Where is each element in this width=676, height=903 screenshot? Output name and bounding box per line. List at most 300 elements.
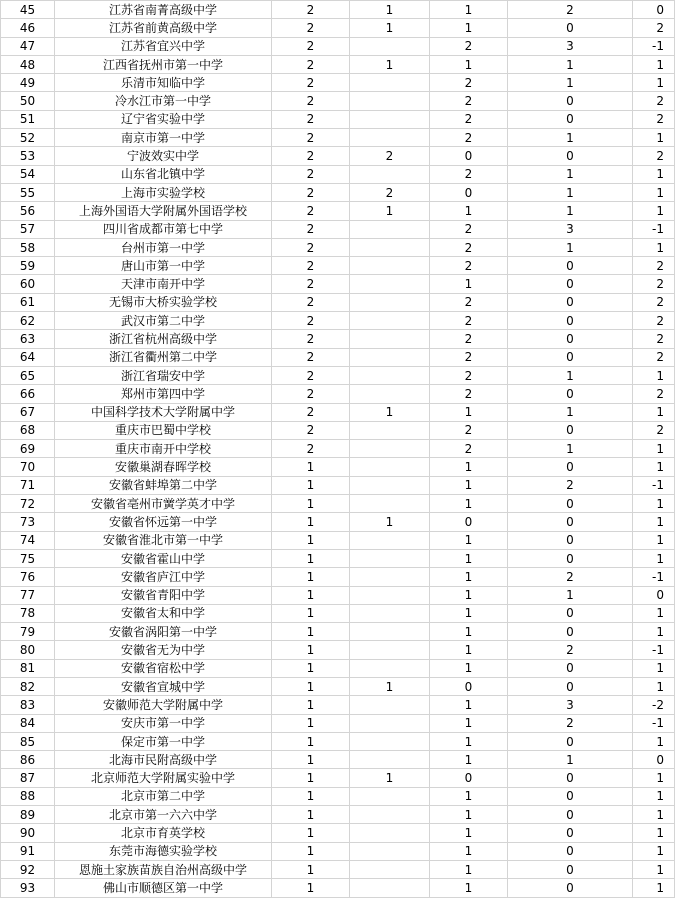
cell-value-4[interactable]: 0	[508, 495, 633, 513]
cell-value-2[interactable]	[350, 458, 430, 476]
cell-value-1[interactable]: 2	[272, 202, 350, 220]
cell-school-name[interactable]: 安徽省涡阳第一中学	[55, 623, 272, 641]
cell-value-1[interactable]: 2	[272, 55, 350, 73]
cell-value-4[interactable]: 0	[508, 348, 633, 366]
cell-school-name[interactable]: 安徽师范大学附属中学	[55, 696, 272, 714]
cell-value-2[interactable]: 1	[350, 55, 430, 73]
cell-value-4[interactable]: 3	[508, 37, 633, 55]
cell-value-1[interactable]: 1	[272, 806, 350, 824]
cell-value-4[interactable]: 0	[508, 531, 633, 549]
cell-school-name[interactable]: 安徽巢湖春晖学校	[55, 458, 272, 476]
cell-value-4[interactable]: 1	[508, 751, 633, 769]
cell-value-1[interactable]: 2	[272, 385, 350, 403]
cell-value-1[interactable]: 2	[272, 348, 350, 366]
cell-value-3[interactable]: 1	[430, 842, 508, 860]
cell-value-3[interactable]: 2	[430, 92, 508, 110]
cell-value-4[interactable]: 2	[508, 714, 633, 732]
cell-school-name[interactable]: 冷水江市第一中学	[55, 92, 272, 110]
cell-value-5[interactable]: 1	[633, 403, 675, 421]
cell-value-3[interactable]: 1	[430, 659, 508, 677]
cell-value-4[interactable]: 1	[508, 165, 633, 183]
cell-value-2[interactable]: 1	[350, 769, 430, 787]
cell-value-4[interactable]: 1	[508, 129, 633, 147]
cell-value-2[interactable]	[350, 659, 430, 677]
cell-row-id[interactable]: 93	[1, 879, 55, 897]
cell-school-name[interactable]: 安徽省怀远第一中学	[55, 513, 272, 531]
cell-row-id[interactable]: 48	[1, 55, 55, 73]
cell-value-2[interactable]: 1	[350, 513, 430, 531]
cell-school-name[interactable]: 安徽省庐江中学	[55, 568, 272, 586]
cell-row-id[interactable]: 67	[1, 403, 55, 421]
cell-row-id[interactable]: 86	[1, 751, 55, 769]
cell-school-name[interactable]: 江苏省前黄高级中学	[55, 19, 272, 37]
cell-school-name[interactable]: 上海市实验学校	[55, 183, 272, 201]
cell-value-3[interactable]: 2	[430, 165, 508, 183]
cell-value-2[interactable]	[350, 366, 430, 384]
cell-value-3[interactable]: 1	[430, 824, 508, 842]
cell-row-id[interactable]: 57	[1, 220, 55, 238]
cell-value-1[interactable]: 2	[272, 330, 350, 348]
cell-row-id[interactable]: 45	[1, 1, 55, 19]
cell-value-1[interactable]: 2	[272, 293, 350, 311]
cell-value-1[interactable]: 1	[272, 476, 350, 494]
cell-value-4[interactable]: 1	[508, 366, 633, 384]
cell-value-5[interactable]: 1	[633, 824, 675, 842]
cell-value-4[interactable]: 2	[508, 568, 633, 586]
cell-row-id[interactable]: 59	[1, 257, 55, 275]
cell-value-2[interactable]	[350, 879, 430, 897]
cell-school-name[interactable]: 北京市第二中学	[55, 787, 272, 805]
cell-value-3[interactable]: 1	[430, 641, 508, 659]
cell-value-1[interactable]: 1	[272, 787, 350, 805]
cell-value-5[interactable]: 2	[633, 19, 675, 37]
cell-value-5[interactable]: 1	[633, 879, 675, 897]
cell-value-2[interactable]	[350, 37, 430, 55]
cell-value-2[interactable]	[350, 568, 430, 586]
cell-value-2[interactable]	[350, 312, 430, 330]
cell-school-name[interactable]: 唐山市第一中学	[55, 257, 272, 275]
cell-value-4[interactable]: 0	[508, 257, 633, 275]
cell-value-2[interactable]	[350, 714, 430, 732]
cell-value-5[interactable]: 1	[633, 513, 675, 531]
cell-value-5[interactable]: 1	[633, 769, 675, 787]
cell-value-4[interactable]: 0	[508, 312, 633, 330]
cell-value-5[interactable]: 1	[633, 860, 675, 878]
cell-value-3[interactable]: 1	[430, 860, 508, 878]
cell-value-3[interactable]: 0	[430, 513, 508, 531]
cell-value-1[interactable]: 1	[272, 842, 350, 860]
cell-value-1[interactable]: 2	[272, 92, 350, 110]
cell-school-name[interactable]: 重庆市巴蜀中学校	[55, 421, 272, 439]
cell-school-name[interactable]: 安徽省太和中学	[55, 604, 272, 622]
cell-value-3[interactable]: 2	[430, 440, 508, 458]
cell-value-2[interactable]	[350, 476, 430, 494]
cell-value-4[interactable]: 2	[508, 1, 633, 19]
cell-row-id[interactable]: 92	[1, 860, 55, 878]
cell-value-5[interactable]: -1	[633, 476, 675, 494]
cell-row-id[interactable]: 46	[1, 19, 55, 37]
cell-value-4[interactable]: 0	[508, 110, 633, 128]
cell-value-3[interactable]: 2	[430, 257, 508, 275]
cell-value-2[interactable]: 1	[350, 202, 430, 220]
cell-school-name[interactable]: 中国科学技术大学附属中学	[55, 403, 272, 421]
cell-value-1[interactable]: 2	[272, 312, 350, 330]
cell-value-1[interactable]: 1	[272, 879, 350, 897]
cell-value-4[interactable]: 0	[508, 421, 633, 439]
cell-value-5[interactable]: 1	[633, 238, 675, 256]
cell-value-1[interactable]: 2	[272, 183, 350, 201]
cell-school-name[interactable]: 恩施土家族苗族自治州高级中学	[55, 860, 272, 878]
cell-value-2[interactable]	[350, 824, 430, 842]
cell-value-5[interactable]: 2	[633, 385, 675, 403]
cell-value-3[interactable]: 1	[430, 1, 508, 19]
cell-value-4[interactable]: 0	[508, 549, 633, 567]
cell-school-name[interactable]: 安徽省宿松中学	[55, 659, 272, 677]
cell-school-name[interactable]: 保定市第一中学	[55, 732, 272, 750]
cell-value-1[interactable]: 1	[272, 604, 350, 622]
cell-value-5[interactable]: 1	[633, 55, 675, 73]
cell-school-name[interactable]: 安徽省蚌埠第二中学	[55, 476, 272, 494]
cell-value-1[interactable]: 2	[272, 1, 350, 19]
cell-school-name[interactable]: 北京市育英学校	[55, 824, 272, 842]
cell-value-1[interactable]: 1	[272, 513, 350, 531]
cell-value-5[interactable]: 1	[633, 732, 675, 750]
cell-row-id[interactable]: 88	[1, 787, 55, 805]
cell-value-5[interactable]: 2	[633, 257, 675, 275]
cell-value-5[interactable]: 1	[633, 458, 675, 476]
cell-value-2[interactable]	[350, 275, 430, 293]
cell-value-4[interactable]: 1	[508, 202, 633, 220]
cell-row-id[interactable]: 87	[1, 769, 55, 787]
cell-value-2[interactable]	[350, 531, 430, 549]
cell-row-id[interactable]: 70	[1, 458, 55, 476]
cell-row-id[interactable]: 69	[1, 440, 55, 458]
cell-value-5[interactable]: 2	[633, 275, 675, 293]
cell-value-4[interactable]: 1	[508, 586, 633, 604]
cell-value-1[interactable]: 1	[272, 568, 350, 586]
cell-value-5[interactable]: -1	[633, 568, 675, 586]
cell-school-name[interactable]: 北京师范大学附属实验中学	[55, 769, 272, 787]
cell-value-4[interactable]: 2	[508, 476, 633, 494]
cell-value-3[interactable]: 1	[430, 549, 508, 567]
cell-value-3[interactable]: 1	[430, 586, 508, 604]
cell-school-name[interactable]: 安徽省青阳中学	[55, 586, 272, 604]
cell-row-id[interactable]: 85	[1, 732, 55, 750]
cell-row-id[interactable]: 78	[1, 604, 55, 622]
cell-value-3[interactable]: 0	[430, 769, 508, 787]
cell-value-4[interactable]: 0	[508, 623, 633, 641]
cell-value-3[interactable]: 2	[430, 293, 508, 311]
cell-row-id[interactable]: 64	[1, 348, 55, 366]
cell-value-2[interactable]	[350, 732, 430, 750]
cell-value-3[interactable]: 2	[430, 74, 508, 92]
cell-school-name[interactable]: 江西省抚州市第一中学	[55, 55, 272, 73]
cell-value-4[interactable]: 0	[508, 275, 633, 293]
cell-value-4[interactable]: 0	[508, 787, 633, 805]
cell-value-5[interactable]: 1	[633, 129, 675, 147]
cell-school-name[interactable]: 四川省成都市第七中学	[55, 220, 272, 238]
cell-school-name[interactable]: 安徽省亳州市黉学英才中学	[55, 495, 272, 513]
cell-value-5[interactable]: 1	[633, 74, 675, 92]
cell-value-2[interactable]	[350, 623, 430, 641]
cell-value-1[interactable]: 2	[272, 147, 350, 165]
cell-value-3[interactable]: 2	[430, 238, 508, 256]
cell-value-1[interactable]: 2	[272, 366, 350, 384]
cell-value-4[interactable]: 0	[508, 659, 633, 677]
cell-value-4[interactable]: 0	[508, 92, 633, 110]
cell-value-1[interactable]: 2	[272, 403, 350, 421]
cell-row-id[interactable]: 72	[1, 495, 55, 513]
cell-value-5[interactable]: -1	[633, 641, 675, 659]
cell-row-id[interactable]: 58	[1, 238, 55, 256]
cell-school-name[interactable]: 浙江省杭州高级中学	[55, 330, 272, 348]
cell-value-4[interactable]: 0	[508, 19, 633, 37]
cell-value-2[interactable]	[350, 165, 430, 183]
cell-value-2[interactable]	[350, 330, 430, 348]
cell-value-3[interactable]: 1	[430, 751, 508, 769]
cell-value-1[interactable]: 1	[272, 732, 350, 750]
cell-value-2[interactable]	[350, 842, 430, 860]
cell-row-id[interactable]: 54	[1, 165, 55, 183]
cell-school-name[interactable]: 南京市第一中学	[55, 129, 272, 147]
cell-value-4[interactable]: 0	[508, 769, 633, 787]
cell-row-id[interactable]: 81	[1, 659, 55, 677]
cell-value-2[interactable]	[350, 238, 430, 256]
cell-value-2[interactable]: 1	[350, 19, 430, 37]
cell-value-3[interactable]: 1	[430, 732, 508, 750]
cell-row-id[interactable]: 55	[1, 183, 55, 201]
cell-value-3[interactable]: 0	[430, 147, 508, 165]
cell-value-3[interactable]: 1	[430, 202, 508, 220]
cell-value-1[interactable]: 2	[272, 74, 350, 92]
cell-value-1[interactable]: 1	[272, 623, 350, 641]
cell-value-2[interactable]	[350, 586, 430, 604]
cell-row-id[interactable]: 66	[1, 385, 55, 403]
cell-value-3[interactable]: 0	[430, 677, 508, 695]
cell-school-name[interactable]: 乐清市知临中学	[55, 74, 272, 92]
cell-school-name[interactable]: 浙江省衢州第二中学	[55, 348, 272, 366]
cell-value-1[interactable]: 1	[272, 458, 350, 476]
cell-value-5[interactable]: 1	[633, 495, 675, 513]
cell-value-1[interactable]: 1	[272, 696, 350, 714]
cell-value-4[interactable]: 3	[508, 696, 633, 714]
cell-value-3[interactable]: 1	[430, 495, 508, 513]
cell-value-1[interactable]: 1	[272, 531, 350, 549]
cell-value-3[interactable]: 1	[430, 787, 508, 805]
cell-school-name[interactable]: 武汉市第二中学	[55, 312, 272, 330]
cell-value-2[interactable]	[350, 604, 430, 622]
cell-value-2[interactable]: 2	[350, 147, 430, 165]
cell-value-5[interactable]: 1	[633, 549, 675, 567]
cell-school-name[interactable]: 北海市民附高级中学	[55, 751, 272, 769]
cell-value-4[interactable]: 1	[508, 183, 633, 201]
cell-row-id[interactable]: 62	[1, 312, 55, 330]
cell-school-name[interactable]: 天津市南开中学	[55, 275, 272, 293]
cell-school-name[interactable]: 安徽省宣城中学	[55, 677, 272, 695]
cell-school-name[interactable]: 安徽省霍山中学	[55, 549, 272, 567]
cell-value-3[interactable]: 1	[430, 696, 508, 714]
cell-row-id[interactable]: 60	[1, 275, 55, 293]
cell-row-id[interactable]: 51	[1, 110, 55, 128]
cell-row-id[interactable]: 49	[1, 74, 55, 92]
cell-value-3[interactable]: 2	[430, 312, 508, 330]
cell-value-1[interactable]: 1	[272, 641, 350, 659]
cell-value-5[interactable]: 2	[633, 92, 675, 110]
cell-value-4[interactable]: 1	[508, 440, 633, 458]
cell-value-2[interactable]	[350, 92, 430, 110]
cell-value-1[interactable]: 2	[272, 19, 350, 37]
cell-row-id[interactable]: 90	[1, 824, 55, 842]
cell-row-id[interactable]: 80	[1, 641, 55, 659]
cell-value-1[interactable]: 2	[272, 165, 350, 183]
cell-value-5[interactable]: 1	[633, 677, 675, 695]
cell-row-id[interactable]: 68	[1, 421, 55, 439]
cell-value-2[interactable]: 1	[350, 677, 430, 695]
cell-value-1[interactable]: 1	[272, 659, 350, 677]
cell-value-3[interactable]: 1	[430, 806, 508, 824]
cell-value-1[interactable]: 2	[272, 257, 350, 275]
cell-value-5[interactable]: 2	[633, 293, 675, 311]
cell-value-5[interactable]: 1	[633, 165, 675, 183]
cell-value-1[interactable]: 2	[272, 110, 350, 128]
cell-value-4[interactable]: 1	[508, 238, 633, 256]
cell-value-1[interactable]: 2	[272, 129, 350, 147]
cell-row-id[interactable]: 56	[1, 202, 55, 220]
cell-value-2[interactable]: 2	[350, 183, 430, 201]
cell-value-4[interactable]: 0	[508, 860, 633, 878]
cell-value-5[interactable]: 2	[633, 330, 675, 348]
cell-value-1[interactable]: 1	[272, 495, 350, 513]
cell-value-5[interactable]: 2	[633, 348, 675, 366]
cell-value-1[interactable]: 2	[272, 37, 350, 55]
cell-row-id[interactable]: 52	[1, 129, 55, 147]
cell-school-name[interactable]: 郑州市第四中学	[55, 385, 272, 403]
cell-value-4[interactable]: 0	[508, 330, 633, 348]
cell-value-3[interactable]: 2	[430, 421, 508, 439]
cell-value-1[interactable]: 1	[272, 751, 350, 769]
cell-value-1[interactable]: 1	[272, 714, 350, 732]
cell-value-3[interactable]: 1	[430, 879, 508, 897]
cell-value-4[interactable]: 0	[508, 147, 633, 165]
cell-value-4[interactable]: 0	[508, 458, 633, 476]
cell-value-4[interactable]: 3	[508, 220, 633, 238]
cell-school-name[interactable]: 浙江省瑞安中学	[55, 366, 272, 384]
cell-value-4[interactable]: 0	[508, 677, 633, 695]
cell-value-2[interactable]: 1	[350, 403, 430, 421]
cell-value-1[interactable]: 1	[272, 769, 350, 787]
cell-school-name[interactable]: 东莞市海德实验学校	[55, 842, 272, 860]
cell-school-name[interactable]: 佛山市顺德区第一中学	[55, 879, 272, 897]
cell-value-4[interactable]: 0	[508, 879, 633, 897]
cell-value-5[interactable]: 1	[633, 604, 675, 622]
cell-value-3[interactable]: 1	[430, 714, 508, 732]
cell-value-3[interactable]: 2	[430, 37, 508, 55]
cell-value-1[interactable]: 1	[272, 677, 350, 695]
cell-value-5[interactable]: 2	[633, 147, 675, 165]
cell-value-1[interactable]: 2	[272, 220, 350, 238]
cell-row-id[interactable]: 84	[1, 714, 55, 732]
cell-school-name[interactable]: 台州市第一中学	[55, 238, 272, 256]
cell-school-name[interactable]: 上海外国语大学附属外国语学校	[55, 202, 272, 220]
cell-value-1[interactable]: 1	[272, 824, 350, 842]
cell-school-name[interactable]: 山东省北镇中学	[55, 165, 272, 183]
cell-value-2[interactable]	[350, 751, 430, 769]
cell-value-5[interactable]: 2	[633, 312, 675, 330]
cell-value-5[interactable]: -1	[633, 714, 675, 732]
cell-row-id[interactable]: 76	[1, 568, 55, 586]
cell-value-3[interactable]: 1	[430, 531, 508, 549]
cell-value-3[interactable]: 1	[430, 623, 508, 641]
cell-value-5[interactable]: 1	[633, 842, 675, 860]
cell-value-4[interactable]: 0	[508, 824, 633, 842]
cell-value-2[interactable]	[350, 495, 430, 513]
cell-value-1[interactable]: 2	[272, 238, 350, 256]
cell-school-name[interactable]: 宁波效实中学	[55, 147, 272, 165]
cell-row-id[interactable]: 89	[1, 806, 55, 824]
cell-row-id[interactable]: 71	[1, 476, 55, 494]
cell-value-5[interactable]: 0	[633, 751, 675, 769]
cell-value-2[interactable]	[350, 110, 430, 128]
cell-value-2[interactable]	[350, 348, 430, 366]
cell-value-5[interactable]: 1	[633, 531, 675, 549]
cell-value-5[interactable]: 0	[633, 1, 675, 19]
cell-row-id[interactable]: 82	[1, 677, 55, 695]
cell-value-3[interactable]: 0	[430, 183, 508, 201]
cell-row-id[interactable]: 74	[1, 531, 55, 549]
cell-value-5[interactable]: -2	[633, 696, 675, 714]
cell-value-1[interactable]: 2	[272, 421, 350, 439]
cell-value-4[interactable]: 0	[508, 732, 633, 750]
cell-value-2[interactable]	[350, 696, 430, 714]
cell-value-5[interactable]: -1	[633, 37, 675, 55]
cell-value-5[interactable]: 2	[633, 110, 675, 128]
cell-value-4[interactable]: 0	[508, 385, 633, 403]
cell-school-name[interactable]: 江苏省宜兴中学	[55, 37, 272, 55]
cell-row-id[interactable]: 73	[1, 513, 55, 531]
cell-value-2[interactable]	[350, 129, 430, 147]
cell-value-2[interactable]	[350, 806, 430, 824]
cell-value-5[interactable]: 1	[633, 366, 675, 384]
cell-value-1[interactable]: 2	[272, 275, 350, 293]
cell-value-5[interactable]: 2	[633, 421, 675, 439]
cell-value-1[interactable]: 1	[272, 860, 350, 878]
cell-school-name[interactable]: 安庆市第一中学	[55, 714, 272, 732]
cell-value-2[interactable]	[350, 787, 430, 805]
cell-school-name[interactable]: 辽宁省实验中学	[55, 110, 272, 128]
cell-value-5[interactable]: 1	[633, 183, 675, 201]
cell-value-2[interactable]	[350, 293, 430, 311]
cell-school-name[interactable]: 重庆市南开中学校	[55, 440, 272, 458]
cell-value-3[interactable]: 1	[430, 458, 508, 476]
cell-value-2[interactable]	[350, 74, 430, 92]
cell-value-3[interactable]: 1	[430, 55, 508, 73]
cell-value-4[interactable]: 0	[508, 806, 633, 824]
cell-row-id[interactable]: 65	[1, 366, 55, 384]
cell-value-1[interactable]: 1	[272, 586, 350, 604]
cell-value-3[interactable]: 2	[430, 366, 508, 384]
cell-row-id[interactable]: 61	[1, 293, 55, 311]
cell-row-id[interactable]: 91	[1, 842, 55, 860]
cell-row-id[interactable]: 63	[1, 330, 55, 348]
cell-row-id[interactable]: 47	[1, 37, 55, 55]
cell-value-4[interactable]: 0	[508, 842, 633, 860]
cell-row-id[interactable]: 53	[1, 147, 55, 165]
cell-row-id[interactable]: 83	[1, 696, 55, 714]
cell-value-2[interactable]	[350, 220, 430, 238]
cell-row-id[interactable]: 79	[1, 623, 55, 641]
cell-value-3[interactable]: 1	[430, 568, 508, 586]
cell-value-5[interactable]: -1	[633, 220, 675, 238]
